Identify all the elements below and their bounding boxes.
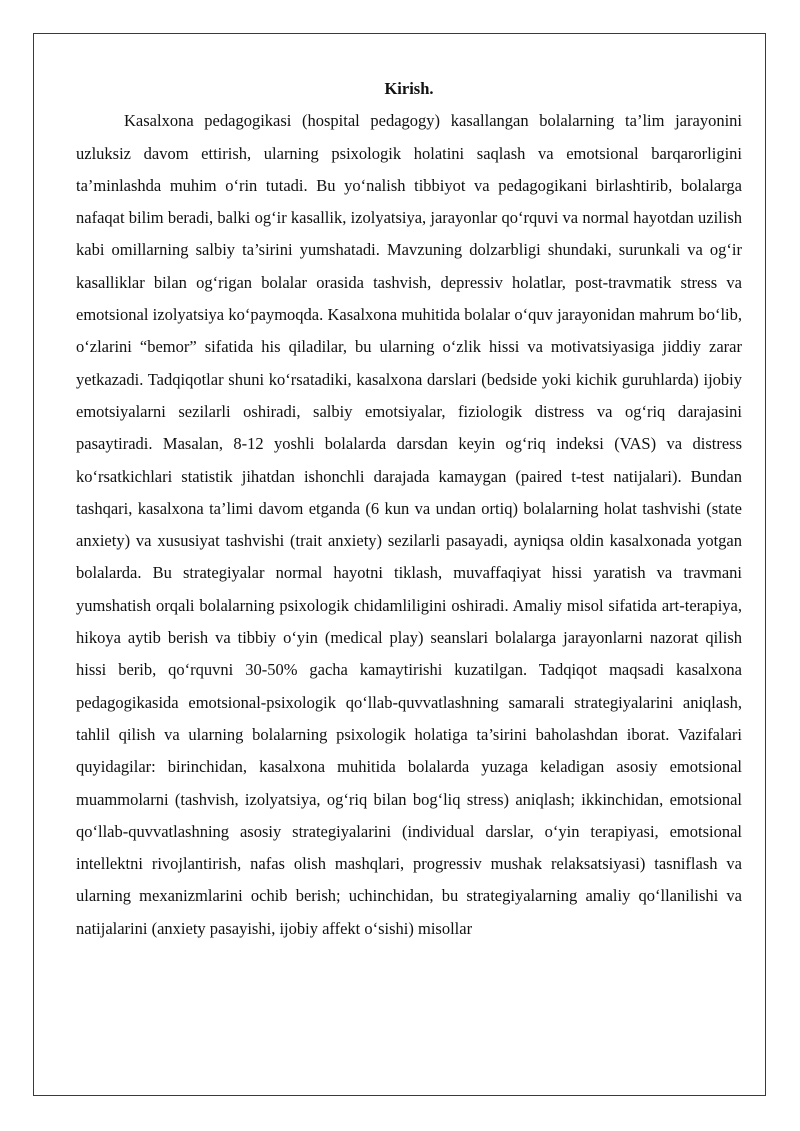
document-body xyxy=(76,73,742,945)
body-paragraph: Kasalxona pedagogikasi (hospital pedagogy) kasallangan bolalarning ta’lim jarayonini uzluksiz davom ettirish, ularning psixologik holatini saqlash va emotsional barqarorligini ta’minlashda muhim o‘rin tutadi. Bu yo‘nalish tibbiyot va pedagogikani birlashtirib, bolalarga nafaqat bilim beradi, balki og‘ir kasallik, izolyatsiya, jarayonlar qo‘rquvi va normal hayotdan uzilish kabi omillarning salbiy ta’sirini yumshatadi. Mavzuning dolzarbligi shundaki, surunkali va og‘ir kasalliklar bilan og‘rigan bolalar orasida tashvish, depressiv holatlar, post-travmatik stress va emotsional izolyatsiya ko‘paymoqda. Kasalxona muhitida bolalar o‘quv jarayonidan mahrum bo‘lib, o‘zlarini “bemor” sifatida his qiladilar, bu ularning o‘zlik hissi va motivatsiyasiga jiddiy zarar yetkazadi. Tadqiqotlar shuni ko‘rsatadiki, kasalxona darslari (bedside yoki kichik guruhlarda) ijobiy emotsiyalarni sezilarli oshiradi, salbiy emotsiyalar, fiziologik distress va og‘riq darajasini pasaytiradi. Masalan, 8-12 yoshli bolalarda darsdan keyin og‘riq indeksi (VAS) va distress ko‘rsatkichlari statistik jihatdan ishonchli darajada kamaygan (paired t-test natijalari). Bundan tashqari, kasalxona ta’limi davom etganda (6 kun va undan ortiq) bolalarning holat tashvishi (state anxiety) va xususiyat tashvishi (trait anxiety) sezilarli pasayadi, ayniqsa oldin kasalxonada yotgan bolalarda. Bu strategiyalar normal hayotni tiklash, muvaffaqiyat hissi yaratish va travmani yumshatish orqali bolalarning psixologik chidamliligini oshiradi. Amaliy misol sifatida art-terapiya, hikoya aytib berish va tibbiy o‘yin (medical play) seanslari bolalarga jarayonlarni nazorat qilish hissi berib, qo‘rquvni 30-50% gacha kamaytirishi kuzatilgan. Tadqiqot maqsadi kasalxona pedagogikasida emotsional-psixologik qo‘llab-quvvatlashning samarali strategiyalarini aniqlash, tahlil qilish va ularning bolalarning psixologik holatiga ta’sirini baholashdan iborat. Vazifalari quyidagilar: birinchidan, kasalxona muhitida bolalarda yuzaga keladigan asosiy emotsional muammolarni (tashvish, izolyatsiya, og‘riq bilan bog‘liq stress) aniqlash; ikkinchidan, emotsional qo‘llab-quvvatlashning asosiy strategiyalarini (individual darslar, o‘yin terapiyasi, emotsional intellektni rivojlantirish, nafas olish mashqlari, progressiv mushak relaksatsiyasi) tasniflash va ularning mexanizmlarini ochib berish; uchinchidan, bu strategiyalarning amaliy qo‘llanilishi va natijalarini (anxiety pasayishi, ijobiy affekt o‘sishi) misollar xyxy=(76,111,742,938)
section-title: Kirish. xyxy=(384,79,434,98)
